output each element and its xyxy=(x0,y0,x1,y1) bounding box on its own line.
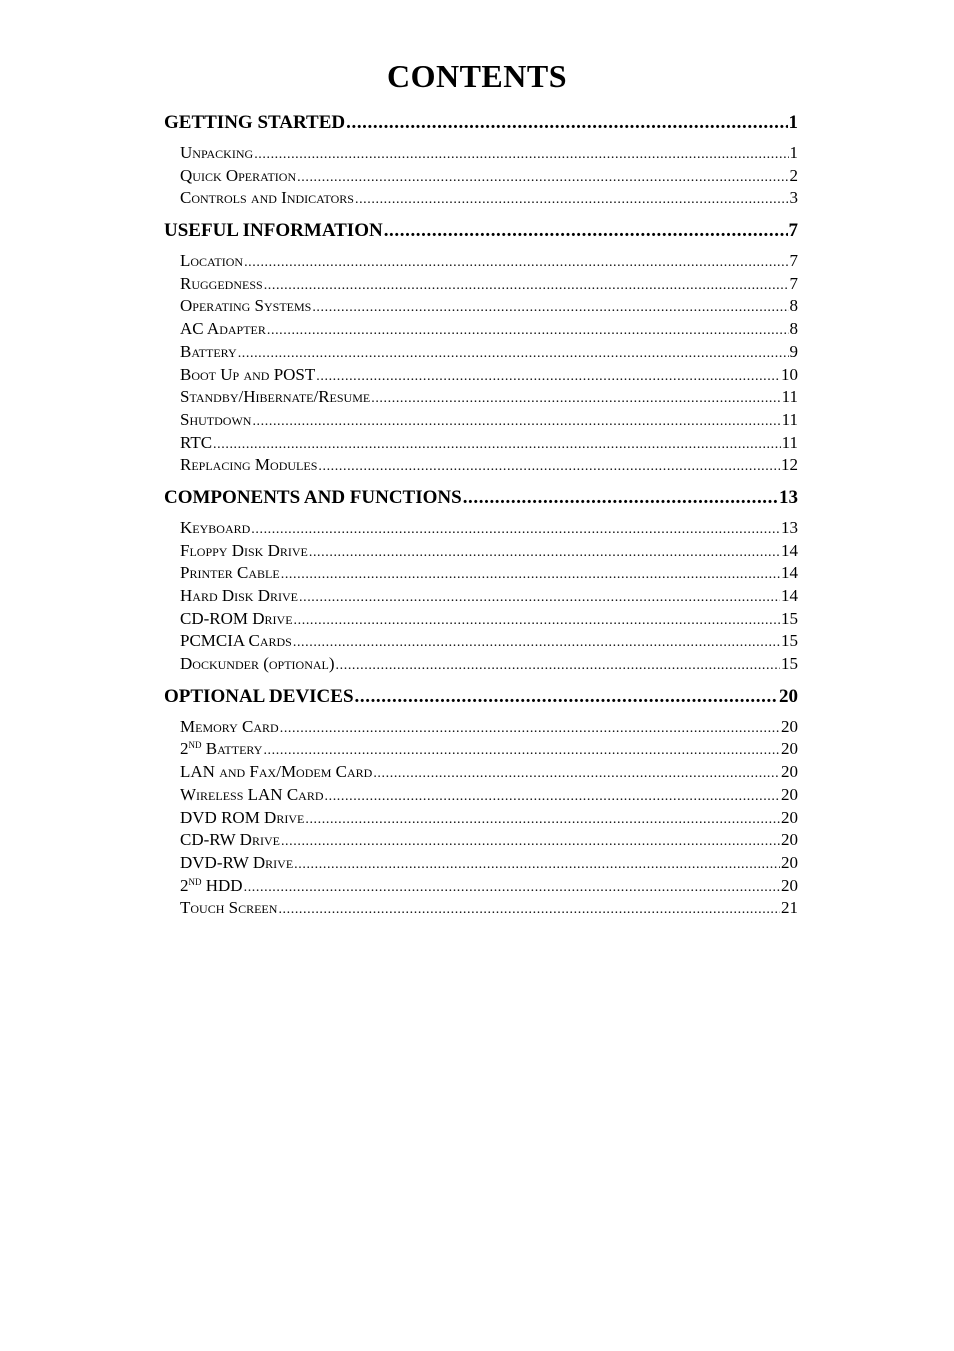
toc-item-text: Standby/Hibernate/Resume xyxy=(180,387,371,407)
dot-leader xyxy=(244,250,788,275)
toc-item-text: Controls and Indicators xyxy=(180,188,354,208)
toc-item-text: CD-RW Drive xyxy=(180,830,280,850)
toc-item-text: Memory Card xyxy=(180,716,279,736)
toc-page-number: 13 xyxy=(781,517,798,537)
dot-leader xyxy=(263,738,780,763)
toc-page-number: 20 xyxy=(781,807,798,827)
toc-item-entry[interactable] xyxy=(164,517,798,540)
toc-item-entry[interactable] xyxy=(164,608,798,631)
dot-leader xyxy=(373,761,780,786)
toc-item-text: Replacing Modules xyxy=(180,455,318,475)
toc-page-number: 10 xyxy=(781,364,798,384)
toc-item-entry[interactable] xyxy=(164,829,798,852)
toc-page-number: 20 xyxy=(781,830,798,850)
toc-item-label xyxy=(180,364,315,387)
page-title: CONTENTS xyxy=(386,58,568,94)
toc-section-title: USEFUL INFORMATION xyxy=(164,220,383,242)
toc-page-number: 7 xyxy=(789,251,798,271)
toc-item-entry[interactable] xyxy=(164,142,798,165)
toc-item-text: RTC xyxy=(180,432,213,452)
toc-page-number: 7 xyxy=(789,273,798,293)
toc-page-number: 14 xyxy=(781,586,798,605)
toc-section-entry[interactable] xyxy=(164,684,798,709)
toc-item-text: Hard Disk Drive xyxy=(180,586,298,605)
dot-leader xyxy=(316,364,780,389)
toc-item-text-rest: HDD xyxy=(201,875,243,895)
toc-page-number: 2 xyxy=(789,165,798,185)
toc-item-label xyxy=(180,852,293,875)
toc-item-label xyxy=(180,142,253,165)
toc-item-entry[interactable] xyxy=(164,165,798,188)
dot-leader xyxy=(355,187,789,212)
toc-item-entry[interactable] xyxy=(164,250,798,273)
dot-leader xyxy=(355,684,778,709)
toc-item-text: DVD-RW Drive xyxy=(180,852,294,872)
toc-page-number: 8 xyxy=(789,319,798,339)
dot-leader xyxy=(312,295,788,320)
toc-page-number: 20 xyxy=(781,784,798,804)
toc-item-text: Battery xyxy=(180,341,237,361)
toc-section-title: COMPONENTS AND FUNCTIONS xyxy=(164,486,462,508)
toc-item-entry[interactable] xyxy=(164,409,798,432)
toc-item-text: 2 xyxy=(180,875,189,895)
toc-page-number: 8 xyxy=(789,296,798,316)
toc-item-text: Boot Up and POST xyxy=(180,364,316,384)
toc-item-entry[interactable] xyxy=(164,540,798,563)
toc-item-label xyxy=(180,540,308,563)
toc-item-text: DVD ROM Drive xyxy=(180,807,305,827)
dot-leader xyxy=(299,585,780,610)
toc-page-number: 14 xyxy=(781,563,798,583)
toc-item-text: Unpacking xyxy=(180,143,254,162)
toc-page-number: 15 xyxy=(781,608,798,628)
dot-leader xyxy=(294,608,780,633)
toc-page-number: 12 xyxy=(781,455,798,475)
toc-item-text-rest: Battery xyxy=(201,739,263,759)
toc-item-text: PCMCIA Cards xyxy=(180,631,292,651)
toc-page-number: 11 xyxy=(781,432,798,452)
toc-item-text: Touch Screen xyxy=(180,898,278,918)
toc-item-label xyxy=(180,517,250,540)
toc-item-entry[interactable] xyxy=(164,585,798,608)
toc-page-number: 1 xyxy=(788,112,798,133)
toc-page-number: 20 xyxy=(781,739,798,759)
toc-item-entry[interactable] xyxy=(164,875,798,898)
toc-item-text: Floppy Disk Drive xyxy=(180,540,308,560)
toc-page-number: 1 xyxy=(789,143,798,162)
toc-item-label xyxy=(180,630,292,653)
dot-leader xyxy=(252,409,780,434)
toc-item-entry[interactable] xyxy=(164,295,798,318)
toc-item-entry[interactable] xyxy=(164,807,798,830)
toc-item-label xyxy=(180,432,212,455)
toc-page-number: 11 xyxy=(781,409,798,429)
toc-item-label xyxy=(180,250,243,273)
toc-item-entry[interactable] xyxy=(164,630,798,653)
toc-item-text: Location xyxy=(180,251,244,271)
dot-leader xyxy=(325,784,781,809)
toc-item-entry[interactable] xyxy=(164,454,798,477)
dot-leader xyxy=(346,110,787,135)
toc-item-text: Printer Cable xyxy=(180,563,280,583)
dot-leader xyxy=(281,829,780,854)
toc-item-entry[interactable] xyxy=(164,897,798,920)
dot-leader xyxy=(336,653,780,678)
toc-item-text: Ruggedness xyxy=(180,273,263,293)
toc-page-number: 14 xyxy=(781,540,798,560)
toc-item-label xyxy=(180,386,370,409)
toc-item-entry[interactable] xyxy=(164,653,798,676)
toc-section-entry[interactable] xyxy=(164,485,798,510)
toc-item-entry[interactable] xyxy=(164,761,798,784)
dot-leader xyxy=(384,218,788,243)
dot-leader xyxy=(267,318,789,343)
toc-item-entry[interactable] xyxy=(164,852,798,875)
ordinal-superscript: ND xyxy=(188,876,202,887)
toc-item-entry[interactable] xyxy=(164,187,798,210)
toc-page-number: 7 xyxy=(788,220,798,242)
toc-item-label xyxy=(180,829,280,852)
toc-page-number: 15 xyxy=(781,654,798,674)
toc-page-number: 20 xyxy=(781,716,798,736)
toc-page-number: 9 xyxy=(789,341,798,361)
dot-leader xyxy=(281,562,780,587)
toc-item-label xyxy=(180,653,335,676)
dot-leader xyxy=(244,875,780,900)
dot-leader xyxy=(463,485,778,510)
toc-item-entry[interactable] xyxy=(164,784,798,807)
toc-page-number: 13 xyxy=(779,486,798,508)
toc-item-label xyxy=(180,897,277,920)
toc-page-number: 20 xyxy=(781,852,798,872)
toc-section-title: GETTING STARTED xyxy=(164,112,346,133)
toc-page-number: 21 xyxy=(781,898,798,918)
toc-item-entry[interactable] xyxy=(164,562,798,585)
toc-item-label xyxy=(180,295,311,318)
toc-item-label xyxy=(180,318,266,341)
dot-leader xyxy=(251,517,780,542)
toc-item-entry[interactable] xyxy=(164,341,798,364)
ordinal-superscript: ND xyxy=(188,740,202,751)
toc-item-text: Shutdown xyxy=(180,409,252,429)
toc-item-entry[interactable] xyxy=(164,273,798,296)
toc-item-label xyxy=(180,454,317,477)
toc-item-text: Wireless LAN Card xyxy=(180,784,324,804)
dot-leader xyxy=(264,273,789,298)
toc-page-number: 3 xyxy=(789,188,798,208)
toc-item-text: Operating Systems xyxy=(180,296,312,316)
dot-leader xyxy=(297,165,788,190)
toc-item-text: Keyboard xyxy=(180,517,251,537)
toc-item-entry[interactable] xyxy=(164,386,798,409)
toc-item-entry[interactable] xyxy=(164,318,798,341)
toc-item-text: 2 xyxy=(180,739,189,759)
toc-item-entry[interactable] xyxy=(164,432,798,455)
toc-item-label xyxy=(180,187,354,210)
toc-item-text: Quick Operation xyxy=(180,165,297,185)
toc-page-number: 20 xyxy=(779,685,798,707)
toc-item-label xyxy=(180,761,372,784)
dot-leader xyxy=(305,807,780,832)
table-of-contents xyxy=(164,110,798,920)
toc-section-entry[interactable] xyxy=(164,110,798,135)
toc-page-number: 20 xyxy=(781,762,798,782)
dot-leader xyxy=(371,386,780,411)
dot-leader xyxy=(213,432,781,457)
toc-item-label xyxy=(180,716,279,739)
toc-item-label xyxy=(180,585,298,608)
toc-item-label xyxy=(180,807,304,830)
toc-item-text: AC Adapter xyxy=(180,319,266,339)
dot-leader xyxy=(238,341,789,366)
toc-item-entry[interactable] xyxy=(164,738,798,761)
toc-item-label xyxy=(180,273,263,296)
toc-item-label xyxy=(180,165,296,188)
dot-leader xyxy=(318,454,780,479)
toc-item-entry[interactable] xyxy=(164,364,798,387)
dot-leader xyxy=(294,852,780,877)
dot-leader xyxy=(280,716,780,741)
toc-item-label xyxy=(180,875,243,898)
toc-item-text: Dockunder (optional) xyxy=(180,654,335,674)
toc-item-label xyxy=(180,738,262,761)
toc-page-number: 20 xyxy=(781,875,798,895)
toc-item-label xyxy=(180,409,251,432)
toc-page-number: 15 xyxy=(781,631,798,651)
toc-section-title: OPTIONAL DEVICES xyxy=(164,685,354,707)
dot-leader xyxy=(278,897,780,922)
dot-leader xyxy=(254,142,788,167)
toc-item-label xyxy=(180,341,237,364)
toc-item-label xyxy=(180,784,324,807)
toc-item-text: CD-ROM Drive xyxy=(180,608,293,628)
toc-page-number: 11 xyxy=(781,387,798,407)
toc-section-entry[interactable] xyxy=(164,218,798,243)
dot-leader xyxy=(309,540,780,565)
toc-item-label xyxy=(180,608,293,631)
dot-leader xyxy=(293,630,780,655)
toc-item-label xyxy=(180,562,280,585)
toc-item-text: LAN and Fax/Modem Card xyxy=(180,762,373,782)
toc-item-entry[interactable] xyxy=(164,716,798,739)
